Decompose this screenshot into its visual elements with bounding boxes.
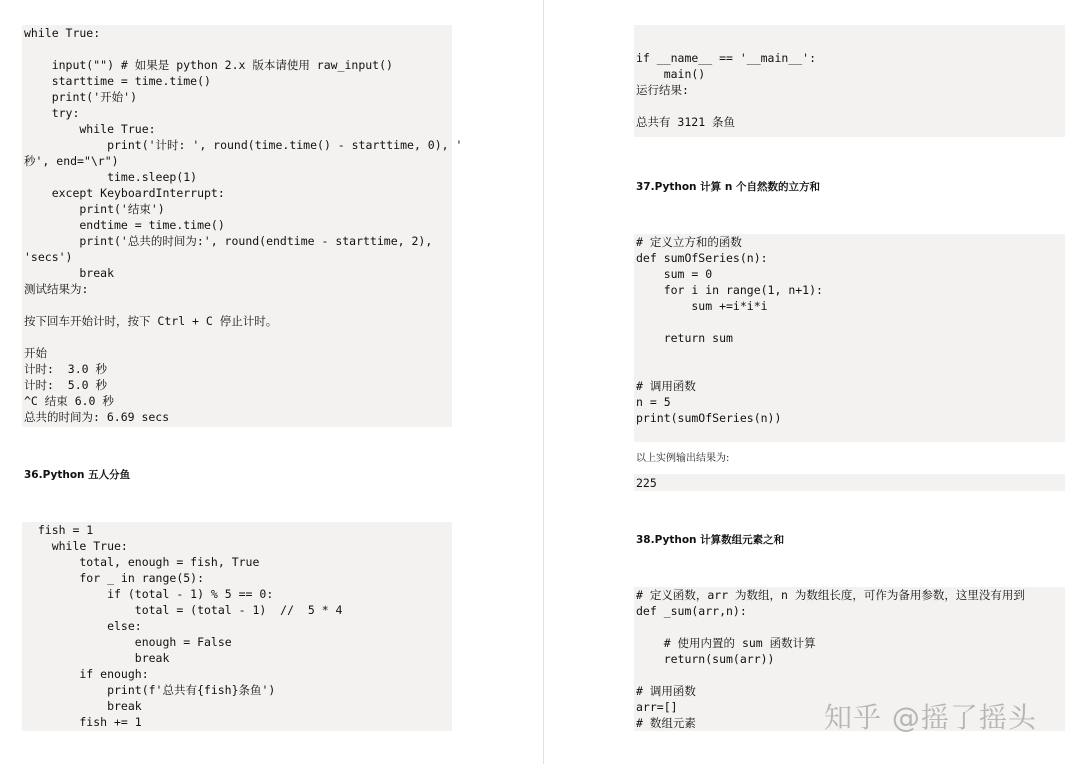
code-line: for _ in range(5): <box>24 571 205 585</box>
code-line: 总共有 3121 条鱼 <box>636 115 736 129</box>
code-line: break <box>24 699 142 713</box>
code-line: ^C 结束 6.0 秒 <box>24 394 114 408</box>
output-note: 以上实例输出结果为: <box>636 453 730 464</box>
code-line: main() <box>636 67 706 81</box>
code-line <box>636 667 1065 683</box>
page-divider <box>543 0 544 764</box>
code-line: n = 5 <box>636 395 671 409</box>
code-line: # 使用内置的 sum 函数计算 <box>636 636 816 650</box>
output-block <box>634 474 1065 491</box>
code-line <box>24 329 452 345</box>
section-heading-37: 37.Python 计算 n 个自然数的立方和 <box>636 181 820 193</box>
code-line: 测试结果为: <box>24 282 89 296</box>
code-line: sum +=i*i*i <box>636 299 768 313</box>
code-line: break <box>24 266 115 280</box>
code-line: try: <box>24 106 80 120</box>
code-line: print('总共的时间为:', round(endtime - starttime, 2), <box>24 234 433 248</box>
code-line: else: <box>24 619 142 633</box>
code-line: while True: <box>24 26 101 40</box>
code-line: while True: <box>24 539 128 553</box>
code-line: print(f'总共有{fish}条鱼') <box>24 683 276 697</box>
code-line: print(sumOfSeries(n)) <box>636 411 782 425</box>
code-line: time.sleep(1) <box>24 170 198 184</box>
code-line <box>636 314 1065 330</box>
code-line: if __name__ == '__main__': <box>636 51 817 65</box>
code-block-timer <box>22 25 463 427</box>
code-line: print('结束') <box>24 202 165 216</box>
code-line <box>24 41 452 57</box>
code-line: enough = False <box>24 635 232 649</box>
code-line <box>636 98 1065 114</box>
code-line: # 调用函数 <box>636 379 696 393</box>
code-line: print('开始') <box>24 90 138 104</box>
code-line <box>636 362 1065 378</box>
code-line <box>636 34 1065 50</box>
code-line: except KeyboardInterrupt: <box>24 186 225 200</box>
code-line: print('计时: ', round(time.time() - starttime, 0), ' <box>24 138 463 152</box>
code-line: if enough: <box>24 667 149 681</box>
code-line: sum = 0 <box>636 267 713 281</box>
code-line: def sumOfSeries(n): <box>636 251 768 265</box>
code-line: total, enough = fish, True <box>24 555 260 569</box>
code-line: # 数组元素 <box>636 716 696 730</box>
code-line: input("") # 如果是 python 2.x 版本请使用 raw_input() <box>24 58 393 72</box>
code-block-fish <box>22 522 452 731</box>
section-heading-36: 36.Python 五人分鱼 <box>24 469 131 481</box>
code-line: return(sum(arr)) <box>636 652 775 666</box>
code-block-sum-of-series <box>634 234 1065 442</box>
code-line: break <box>24 651 170 665</box>
output-value: 225 <box>636 476 657 490</box>
code-line: endtime = time.time() <box>24 218 225 232</box>
code-line: 'secs') <box>24 250 73 264</box>
code-block-main-result <box>634 25 1065 137</box>
code-line: starttime = time.time() <box>24 74 211 88</box>
code-line: 计时: 5.0 秒 <box>24 378 107 392</box>
code-line: for i in range(1, n+1): <box>636 283 823 297</box>
code-line <box>636 346 1065 362</box>
code-line: 秒', end="\r") <box>24 154 119 168</box>
code-line: 运行结果: <box>636 83 689 97</box>
code-line <box>636 619 1065 635</box>
code-line: # 调用函数 <box>636 684 696 698</box>
code-line: fish += 1 <box>24 715 142 729</box>
code-line: # 定义函数，arr 为数组，n 为数组长度，可作为备用参数，这里没有用到 <box>636 588 1025 602</box>
watermark-text: 知乎 @摇了摇头 <box>824 701 1037 734</box>
code-line: 计时: 3.0 秒 <box>24 362 107 376</box>
code-line: # 定义立方和的函数 <box>636 235 742 249</box>
code-line: def _sum(arr,n): <box>636 604 747 618</box>
code-line: return sum <box>636 331 733 345</box>
code-line: 开始 <box>24 346 47 360</box>
code-line: total = (total - 1) // 5 * 4 <box>24 603 343 617</box>
code-line: if (total - 1) % 5 == 0: <box>24 587 274 601</box>
code-line: fish = 1 <box>24 523 94 537</box>
code-line: arr=[] <box>636 700 678 714</box>
code-line: 按下回车开始计时，按下 Ctrl + C 停止计时。 <box>24 314 278 328</box>
section-heading-38: 38.Python 计算数组元素之和 <box>636 534 785 546</box>
code-line <box>24 297 452 313</box>
code-line: 总共的时间为: 6.69 secs <box>24 410 170 424</box>
code-line: while True: <box>24 122 156 136</box>
